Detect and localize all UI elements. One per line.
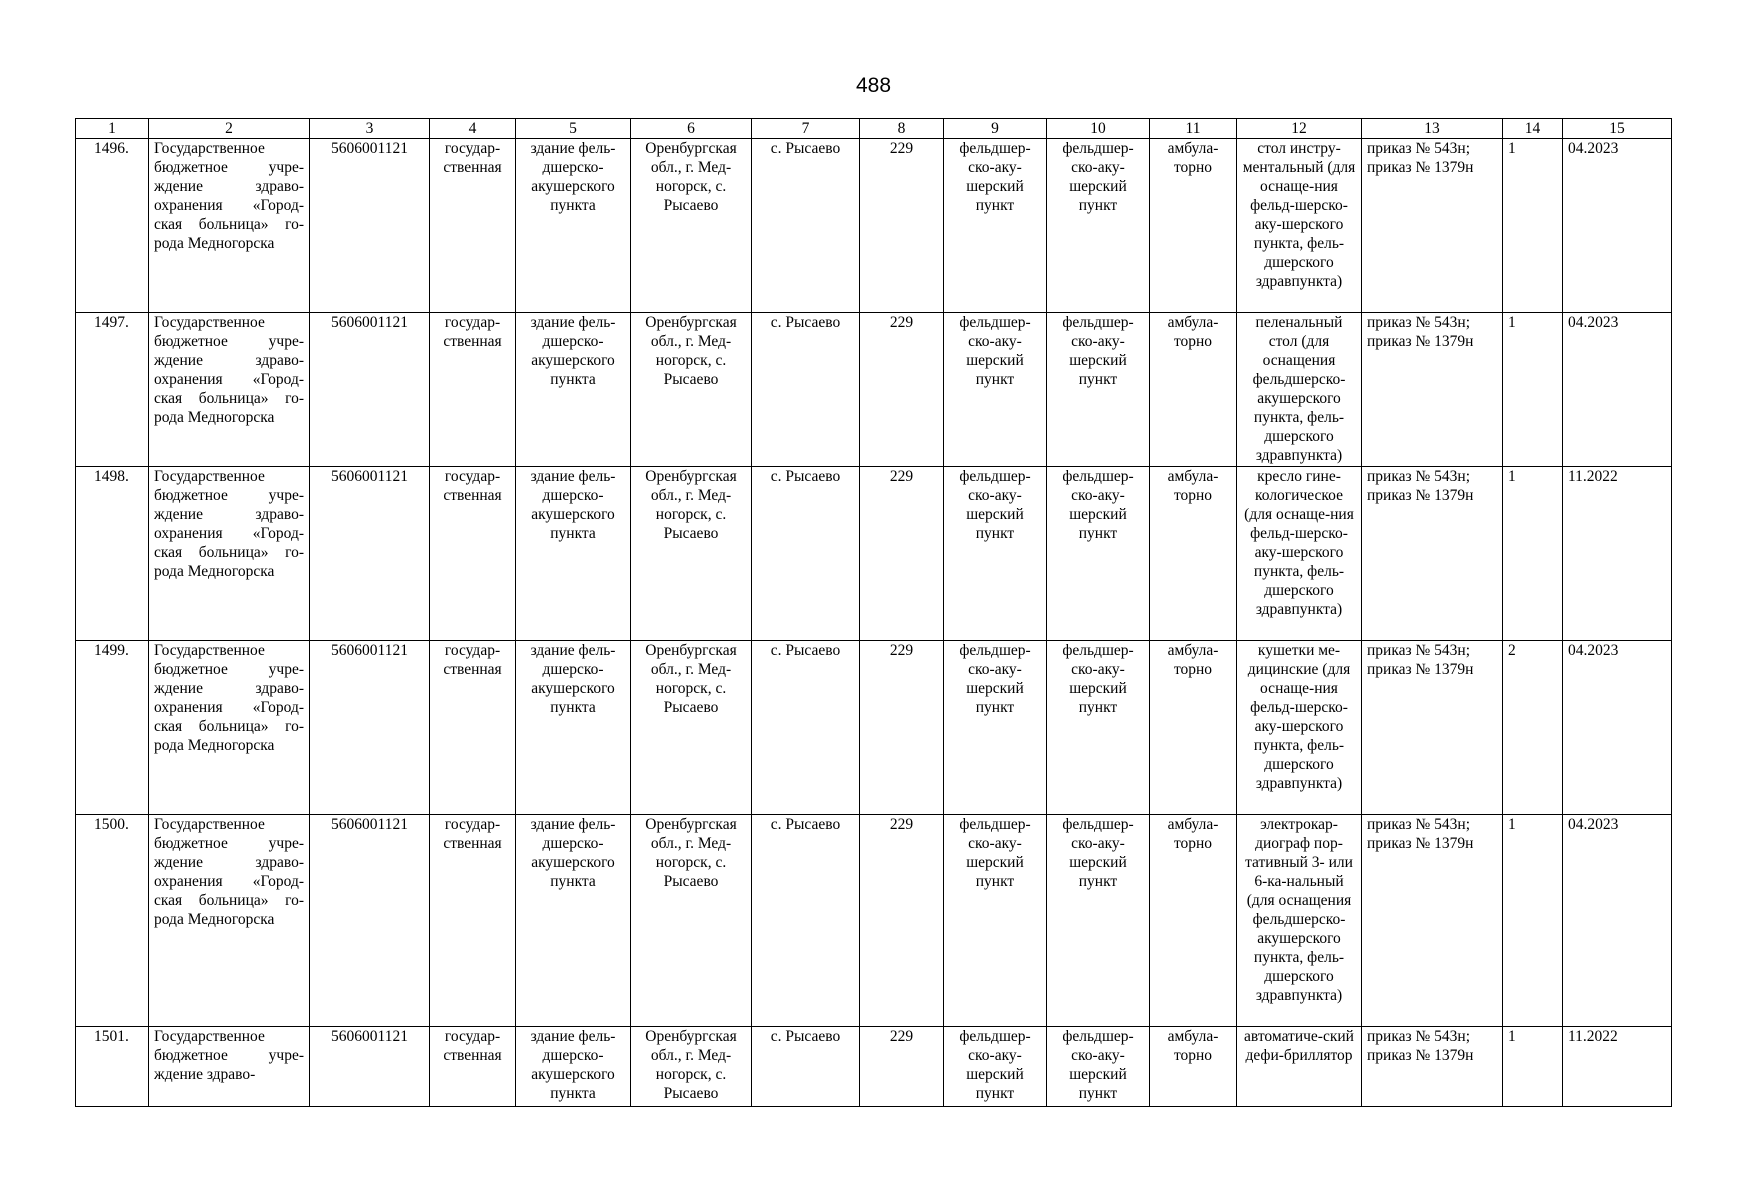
cell-equipment: стол инстру-ментальный (для оснаще-ния фельд-шерско-аку-шерского пункта, фель-дшерского здравпункта) <box>1237 139 1362 313</box>
cell-building: здание фель-дшерско-акушерского пункта <box>516 1027 631 1107</box>
column-header: 9 <box>944 119 1047 139</box>
cell-inn: 5606001121 <box>310 313 430 467</box>
cell-equipment: кушетки ме-дицинские (для оснаще-ния фельд-шерско-аку-шерского пункта, фель-дшерского здравпункта) <box>1237 641 1362 815</box>
cell-organization: Государственное бюджетное учре-ждение здраво-охранения «Город-ская больница» го-рода Медногорска <box>149 313 310 467</box>
cell-ownership: государ-ственная <box>430 641 516 815</box>
cell-building: здание фель-дшерско-акушерского пункта <box>516 139 631 313</box>
column-header: 14 <box>1503 119 1563 139</box>
cell-number: 1500. <box>76 815 149 1027</box>
column-header: 12 <box>1237 119 1362 139</box>
table-row <box>76 139 1672 313</box>
cell-inn: 5606001121 <box>310 139 430 313</box>
column-header: 13 <box>1362 119 1503 139</box>
cell-ownership: государ-ственная <box>430 1027 516 1107</box>
cell-unit-2: фельдшер-ско-аку-шерский пункт <box>1047 1027 1150 1107</box>
cell-number: 1498. <box>76 467 149 641</box>
cell-organization: Государственное бюджетное учре-ждение здраво- <box>149 1027 310 1107</box>
cell-order: приказ № 543н; приказ № 1379н <box>1362 1027 1503 1107</box>
cell-order: приказ № 543н; приказ № 1379н <box>1362 467 1503 641</box>
cell-address: Оренбургская обл., г. Мед-ногорск, с. Рысаево <box>631 467 752 641</box>
cell-organization: Государственное бюджетное учре-ждение здраво-охранения «Город-ская больница» го-рода Медногорска <box>149 139 310 313</box>
cell-unit: фельдшер-ско-аку-шерский пункт <box>944 467 1047 641</box>
cell-care-form: амбула-торно <box>1150 139 1237 313</box>
cell-locality: с. Рысаево <box>752 1027 860 1107</box>
table-body <box>76 139 1672 1107</box>
table-header <box>76 119 1672 139</box>
cell-unit-2: фельдшер-ско-аку-шерский пункт <box>1047 641 1150 815</box>
column-header: 7 <box>752 119 860 139</box>
column-header: 1 <box>76 119 149 139</box>
cell-care-form: амбула-торно <box>1150 815 1237 1027</box>
cell-locality: с. Рысаево <box>752 139 860 313</box>
cell-inn: 5606001121 <box>310 1027 430 1107</box>
cell-unit-2: фельдшер-ско-аку-шерский пункт <box>1047 815 1150 1027</box>
cell-order: приказ № 543н; приказ № 1379н <box>1362 313 1503 467</box>
cell-number: 1501. <box>76 1027 149 1107</box>
page-number: 488 <box>855 74 892 97</box>
cell-date: 04.2023 <box>1563 313 1672 467</box>
cell-care-form: амбула-торно <box>1150 1027 1237 1107</box>
cell-quantity: 1 <box>1503 1027 1563 1107</box>
cell-unit-2: фельдшер-ско-аку-шерский пункт <box>1047 467 1150 641</box>
cell-ownership: государ-ственная <box>430 139 516 313</box>
cell-code: 229 <box>860 467 944 641</box>
cell-locality: с. Рысаево <box>752 641 860 815</box>
table-row <box>76 313 1672 467</box>
cell-unit-2: фельдшер-ско-аку-шерский пункт <box>1047 313 1150 467</box>
cell-equipment: кресло гине-кологическое (для оснаще-ния фельд-шерско-аку-шерского пункта, фель-дшерского здравпункта) <box>1237 467 1362 641</box>
cell-locality: с. Рысаево <box>752 815 860 1027</box>
cell-care-form: амбула-торно <box>1150 313 1237 467</box>
cell-address: Оренбургская обл., г. Мед-ногорск, с. Рысаево <box>631 815 752 1027</box>
cell-number: 1497. <box>76 313 149 467</box>
cell-building: здание фель-дшерско-акушерского пункта <box>516 641 631 815</box>
cell-quantity: 1 <box>1503 815 1563 1027</box>
cell-equipment: автоматиче-ский дефи-бриллятор <box>1237 1027 1362 1107</box>
cell-organization: Государственное бюджетное учре-ждение здраво-охранения «Город-ская больница» го-рода Медногорска <box>149 467 310 641</box>
column-header: 2 <box>149 119 310 139</box>
cell-order: приказ № 543н; приказ № 1379н <box>1362 815 1503 1027</box>
cell-quantity: 2 <box>1503 641 1563 815</box>
table-row <box>76 1027 1672 1107</box>
cell-equipment: пеленальный стол (для оснащения фельдшерско-акушерского пункта, фель-дшерского здравпункта) <box>1237 313 1362 467</box>
cell-unit: фельдшер-ско-аку-шерский пункт <box>944 313 1047 467</box>
cell-code: 229 <box>860 313 944 467</box>
cell-date: 11.2022 <box>1563 1027 1672 1107</box>
cell-inn: 5606001121 <box>310 467 430 641</box>
column-header: 8 <box>860 119 944 139</box>
column-header: 6 <box>631 119 752 139</box>
cell-unit: фельдшер-ско-аку-шерский пункт <box>944 1027 1047 1107</box>
cell-building: здание фель-дшерско-акушерского пункта <box>516 815 631 1027</box>
column-header: 10 <box>1047 119 1150 139</box>
cell-building: здание фель-дшерско-акушерского пункта <box>516 467 631 641</box>
cell-order: приказ № 543н; приказ № 1379н <box>1362 139 1503 313</box>
cell-quantity: 1 <box>1503 467 1563 641</box>
cell-date: 04.2023 <box>1563 641 1672 815</box>
cell-inn: 5606001121 <box>310 815 430 1027</box>
equipment-register-table <box>75 118 1672 1107</box>
cell-unit: фельдшер-ско-аку-шерский пункт <box>944 815 1047 1027</box>
header-row <box>76 119 1672 139</box>
cell-unit: фельдшер-ско-аку-шерский пункт <box>944 139 1047 313</box>
table-row <box>76 641 1672 815</box>
cell-code: 229 <box>860 641 944 815</box>
column-header: 3 <box>310 119 430 139</box>
cell-care-form: амбула-торно <box>1150 467 1237 641</box>
cell-address: Оренбургская обл., г. Мед-ногорск, с. Рысаево <box>631 1027 752 1107</box>
cell-code: 229 <box>860 1027 944 1107</box>
cell-ownership: государ-ственная <box>430 815 516 1027</box>
cell-address: Оренбургская обл., г. Мед-ногорск, с. Рысаево <box>631 313 752 467</box>
cell-equipment: электрокар-диограф пор-тативный 3- или 6-ка-нальный (для оснащения фельдшерско-акушерского пункта, фель-дшерского здравпункта) <box>1237 815 1362 1027</box>
column-header: 4 <box>430 119 516 139</box>
cell-ownership: государ-ственная <box>430 313 516 467</box>
cell-date: 11.2022 <box>1563 467 1672 641</box>
cell-date: 04.2023 <box>1563 815 1672 1027</box>
cell-quantity: 1 <box>1503 313 1563 467</box>
cell-ownership: государ-ственная <box>430 467 516 641</box>
cell-order: приказ № 543н; приказ № 1379н <box>1362 641 1503 815</box>
cell-unit: фельдшер-ско-аку-шерский пункт <box>944 641 1047 815</box>
cell-number: 1496. <box>76 139 149 313</box>
column-header: 5 <box>516 119 631 139</box>
cell-date: 04.2023 <box>1563 139 1672 313</box>
column-header: 15 <box>1563 119 1672 139</box>
cell-number: 1499. <box>76 641 149 815</box>
cell-locality: с. Рысаево <box>752 313 860 467</box>
cell-inn: 5606001121 <box>310 641 430 815</box>
cell-organization: Государственное бюджетное учре-ждение здраво-охранения «Город-ская больница» го-рода Медногорска <box>149 815 310 1027</box>
cell-code: 229 <box>860 815 944 1027</box>
cell-organization: Государственное бюджетное учре-ждение здраво-охранения «Город-ская больница» го-рода Медногорска <box>149 641 310 815</box>
table-row <box>76 815 1672 1027</box>
cell-address: Оренбургская обл., г. Мед-ногорск, с. Рысаево <box>631 139 752 313</box>
table-row <box>76 467 1672 641</box>
cell-unit-2: фельдшер-ско-аку-шерский пункт <box>1047 139 1150 313</box>
cell-building: здание фель-дшерско-акушерского пункта <box>516 313 631 467</box>
cell-care-form: амбула-торно <box>1150 641 1237 815</box>
cell-quantity: 1 <box>1503 139 1563 313</box>
cell-locality: с. Рысаево <box>752 467 860 641</box>
cell-address: Оренбургская обл., г. Мед-ногорск, с. Рысаево <box>631 641 752 815</box>
cell-code: 229 <box>860 139 944 313</box>
column-header: 11 <box>1150 119 1237 139</box>
